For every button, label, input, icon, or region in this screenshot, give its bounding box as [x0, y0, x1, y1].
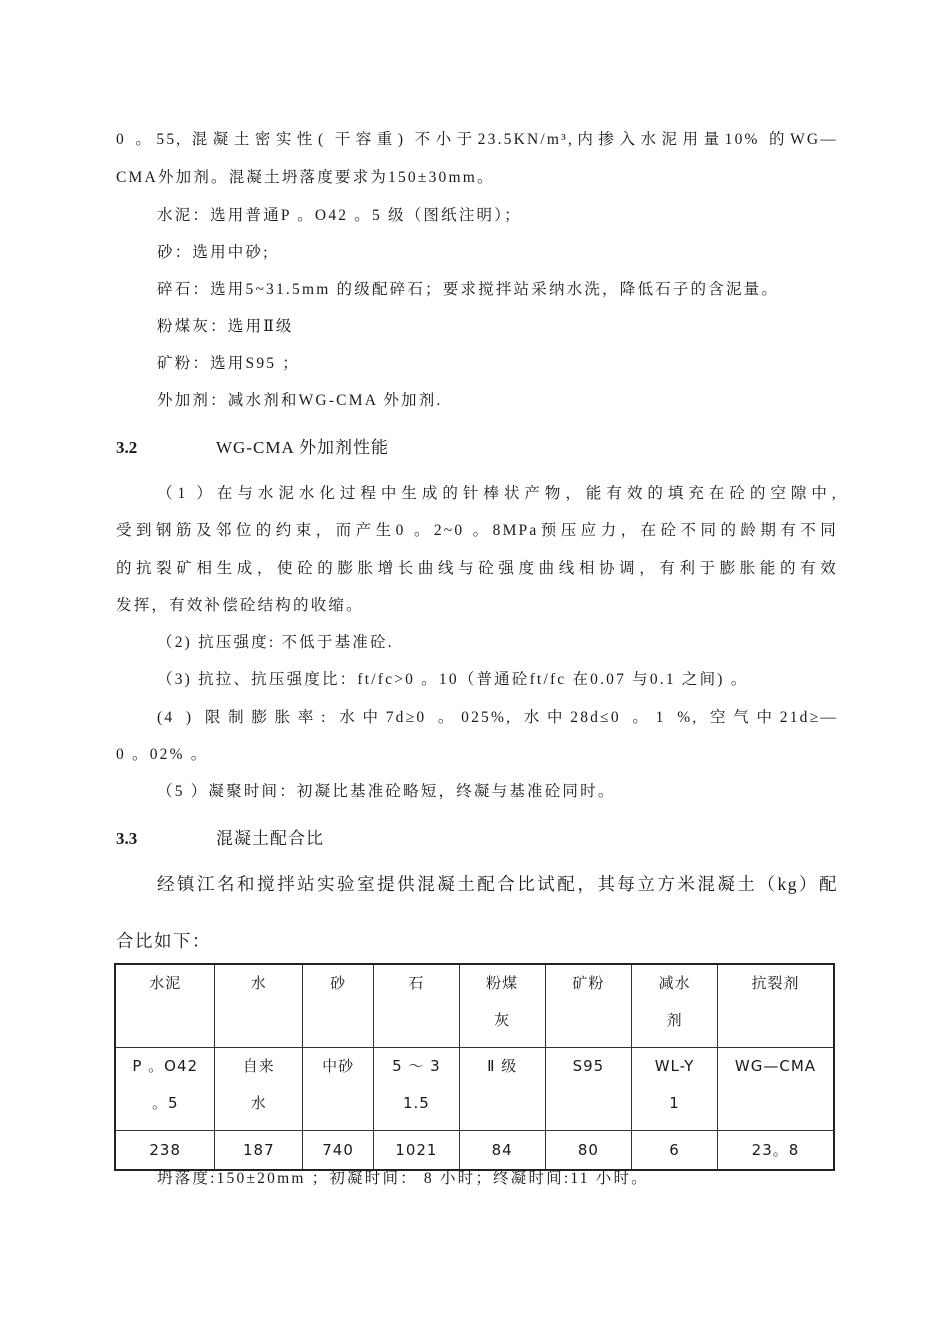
table-cell-text: 5 ～ 31.5: [392, 1057, 441, 1112]
paragraph-line: CMA外加剂。混凝土坍落度要求为150±30mm。: [116, 169, 495, 186]
table-header-text: 减水剂: [658, 974, 691, 1029]
item-line: 受到钢筋及邻位的约束，而产生0 。2~0 。8MPa预压应力，在砼不同的龄期有不同: [116, 522, 838, 539]
table-cell: 6: [632, 1131, 718, 1171]
slag-spec: 矿粉：选用S95 ；: [157, 355, 300, 372]
section-heading: [116, 824, 324, 849]
table-header-cell: [632, 964, 718, 1048]
mix-proportion-table: [114, 963, 835, 1171]
flyash-spec: 粉煤灰：选用Ⅱ级: [157, 318, 294, 335]
table-header-cell: 矿粉: [545, 964, 632, 1048]
table-cell: [632, 1048, 718, 1131]
paragraph-line: 0 。55, 混凝土密实性( 干容重) 不小于23.5KN/m³,内掺入水泥用量10% 的WG—: [116, 131, 838, 148]
table-cell: 中砂: [303, 1048, 374, 1131]
table-header-cell: 水泥: [115, 964, 215, 1048]
table-cell: 1021: [373, 1131, 459, 1171]
table-cell: [115, 1048, 215, 1131]
additive-spec: 外加剂：减水剂和WG-CMA 外加剂.: [157, 392, 443, 409]
table-header-cell: 砂: [303, 964, 374, 1048]
table-cell: 84: [459, 1131, 545, 1171]
section-number: 3.3: [116, 829, 138, 848]
item-line: 的抗裂矿相生成，使砼的膨胀增长曲线与砼强度曲线相协调，有利于膨胀能的有效: [116, 560, 838, 577]
table-cell: 238: [115, 1131, 215, 1171]
item-line: （2) 抗压强度: 不低于基准砼.: [157, 634, 394, 651]
table-cell: 80: [545, 1131, 632, 1171]
sand-spec: 砂：选用中砂;: [157, 244, 270, 261]
section-title: WG-CMA 外加剂性能: [216, 438, 390, 457]
table-cell: 187: [215, 1131, 303, 1171]
section-heading: [116, 433, 389, 458]
table-cell-text: P 。O42 。5: [132, 1057, 199, 1112]
table-header-cell: 水: [215, 964, 303, 1048]
table-cell: S95: [545, 1048, 632, 1131]
intro-line: 合比如下：: [116, 931, 211, 951]
table-cell: 23。8: [717, 1131, 834, 1171]
table-cell-text: 自来水: [242, 1057, 275, 1112]
cement-spec: 水泥：选用普通P 。O42 。5 级（图纸注明）；: [157, 207, 522, 224]
table-header-text: 粉煤灰: [486, 974, 519, 1029]
item-line: 发挥，有效补偿砼结构的收缩。: [116, 597, 364, 614]
table-cell-text: WL-Y1: [654, 1057, 695, 1112]
table-header-row: [115, 964, 834, 1048]
table-header-cell: [459, 964, 545, 1048]
section-title: 混凝土配合比: [216, 829, 324, 848]
gravel-spec: 碎石：选用5~31.5mm 的级配碎石；要求搅拌站采纳水洗，降低石子的含泥量。: [157, 281, 780, 298]
table-cell: 740: [303, 1131, 374, 1171]
table-cell: [373, 1048, 459, 1131]
footer-note: 坍落度:150±20mm ；初凝时间： 8 小时；终凝时间:11 小时。: [157, 1170, 649, 1187]
table-cell: Ⅱ 级: [459, 1048, 545, 1131]
item-line: （1 ）在与水泥水化过程中生成的针棒状产物，能有效的填充在砼的空隙中,: [157, 485, 838, 502]
table-header-cell: 抗裂剂: [717, 964, 834, 1048]
table-row: [115, 1131, 834, 1171]
table-cell: [215, 1048, 303, 1131]
table-header-cell: 石: [373, 964, 459, 1048]
table-cell: WG—CMA: [717, 1048, 834, 1131]
intro-line: 经镇江名和搅拌站实验室提供混凝土配合比试配，其每立方米混凝土（kg）配: [157, 874, 838, 894]
item-line: （3) 抗拉、抗压强度比：ft/fc>0 。10（普通砼ft/fc 在0.07 与0.1 之间) 。: [157, 671, 749, 688]
item-line: （5 ）凝聚时间：初凝比基准砼略短，终凝与基准砼同时。: [157, 783, 616, 800]
item-line: 0 。02% 。: [116, 746, 209, 763]
table-row: [115, 1048, 834, 1131]
section-number: 3.2: [116, 438, 138, 457]
item-line: (4 ) 限制膨胀率: 水中7d≥0 。025%, 水中28d≤0 。1 %, 空气中21d≥—: [157, 709, 838, 726]
